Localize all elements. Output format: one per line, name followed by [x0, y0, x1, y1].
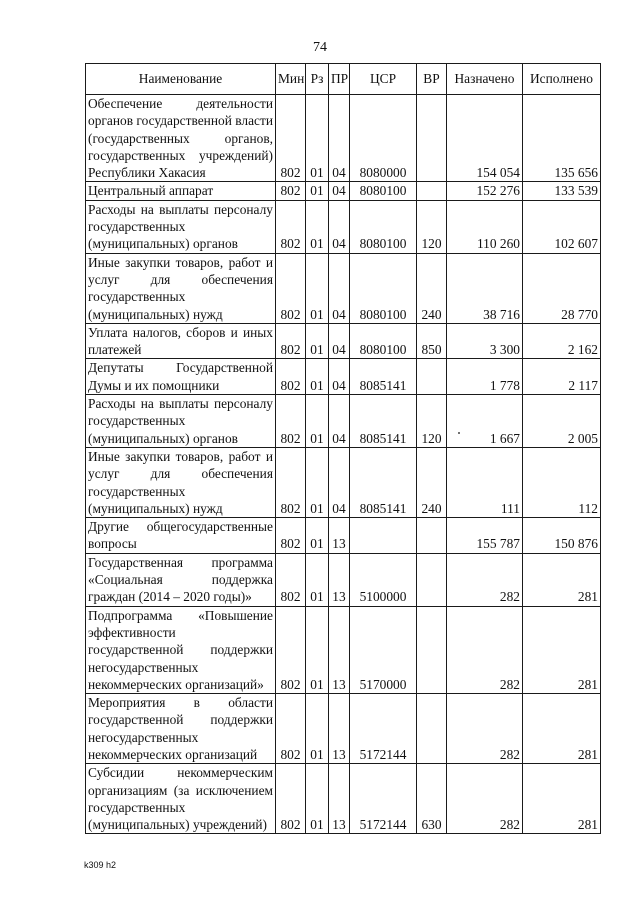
cell-vr — [417, 694, 447, 764]
page-number: 74 — [313, 40, 327, 55]
cell-min: 802 — [276, 359, 306, 395]
cell-rz: 01 — [306, 694, 329, 764]
cell-vr — [417, 359, 447, 395]
cell-executed: 281 — [523, 694, 601, 764]
cell-vr: 630 — [417, 764, 447, 834]
cell-name: Иные закупки товаров, работ и услуг для обеспечения государственных (муниципальных) нужд — [86, 447, 276, 517]
table-row — [86, 323, 601, 359]
table-row — [86, 200, 601, 253]
cell-min: 802 — [276, 694, 306, 764]
cell-name: Депутаты Государственной Думы и их помощники — [86, 359, 276, 395]
cell-min: 802 — [276, 95, 306, 182]
header-rz: Рз — [306, 64, 329, 95]
cell-vr: 120 — [417, 395, 447, 448]
cell-csr: 8080000 — [350, 95, 417, 182]
header-executed: Исполнено — [523, 64, 601, 95]
cell-csr: 8085141 — [350, 447, 417, 517]
cell-vr: 120 — [417, 200, 447, 253]
cell-assigned: 1 667 — [447, 395, 523, 448]
cell-executed: 2 005 — [523, 395, 601, 448]
cell-assigned: 110 260 — [447, 200, 523, 253]
cell-pr: 04 — [329, 95, 350, 182]
header-min: Мин — [276, 64, 306, 95]
table-row — [86, 764, 601, 834]
cell-min: 802 — [276, 553, 306, 606]
cell-executed: 2 117 — [523, 359, 601, 395]
table-row — [86, 253, 601, 323]
cell-vr — [417, 518, 447, 554]
cell-min: 802 — [276, 764, 306, 834]
cell-assigned: 282 — [447, 553, 523, 606]
cell-name: Мероприятия в области государственной поддержки негосударственных некоммерческих организаций — [86, 694, 276, 764]
cell-rz: 01 — [306, 447, 329, 517]
cell-vr: 240 — [417, 447, 447, 517]
cell-executed: 135 656 — [523, 95, 601, 182]
cell-csr: 5172144 — [350, 764, 417, 834]
cell-csr: 5100000 — [350, 553, 417, 606]
cell-min: 802 — [276, 323, 306, 359]
cell-csr: 5172144 — [350, 694, 417, 764]
cell-rz: 01 — [306, 553, 329, 606]
cell-csr: 8080100 — [350, 323, 417, 359]
cell-rz: 01 — [306, 518, 329, 554]
cell-pr: 04 — [329, 200, 350, 253]
cell-name: Субсидии некоммерческим организациям (за исключением государственных (муниципальных) учреждений) — [86, 764, 276, 834]
cell-name: Подпрограмма «Повышение эффективности государственной поддержки негосударственных некоммерческих организаций» — [86, 606, 276, 693]
cell-pr: 04 — [329, 323, 350, 359]
table-row — [86, 606, 601, 693]
cell-executed: 281 — [523, 764, 601, 834]
cell-vr — [417, 606, 447, 693]
cell-assigned: 38 716 — [447, 253, 523, 323]
cell-vr: 850 — [417, 323, 447, 359]
cell-rz: 01 — [306, 253, 329, 323]
cell-assigned: 152 276 — [447, 182, 523, 200]
cell-executed: 150 876 — [523, 518, 601, 554]
cell-pr: 04 — [329, 253, 350, 323]
cell-executed: 281 — [523, 553, 601, 606]
cell-pr: 04 — [329, 182, 350, 200]
footer-code: k309 h2 — [84, 860, 117, 870]
cell-assigned: 3 300 — [447, 323, 523, 359]
cell-csr: 8085141 — [350, 395, 417, 448]
cell-executed: 102 607 — [523, 200, 601, 253]
cell-assigned: 111 — [447, 447, 523, 517]
cell-name: Иные закупки товаров, работ и услуг для обеспечения государственных (муниципальных) нужд — [86, 253, 276, 323]
cell-pr: 13 — [329, 606, 350, 693]
cell-vr: 240 — [417, 253, 447, 323]
cell-name: Другие общегосударственные вопросы — [86, 518, 276, 554]
cell-assigned: 282 — [447, 606, 523, 693]
cell-rz: 01 — [306, 359, 329, 395]
cell-rz: 01 — [306, 182, 329, 200]
cell-pr: 13 — [329, 764, 350, 834]
table-row — [86, 694, 601, 764]
cell-csr: 8080100 — [350, 200, 417, 253]
header-name: Наименование — [86, 64, 276, 95]
cell-min: 802 — [276, 253, 306, 323]
cell-rz: 01 — [306, 764, 329, 834]
cell-min: 802 — [276, 200, 306, 253]
cell-rz: 01 — [306, 95, 329, 182]
cell-vr — [417, 95, 447, 182]
cell-name: Уплата налогов, сборов и иных платежей — [86, 323, 276, 359]
cell-rz: 01 — [306, 200, 329, 253]
cell-executed: 28 770 — [523, 253, 601, 323]
scan-speck — [458, 432, 460, 434]
cell-csr — [350, 518, 417, 554]
cell-pr: 13 — [329, 694, 350, 764]
table-row — [86, 518, 601, 554]
cell-name: Центральный аппарат — [86, 182, 276, 200]
table-row — [86, 395, 601, 448]
cell-assigned: 155 787 — [447, 518, 523, 554]
cell-pr: 04 — [329, 395, 350, 448]
cell-min: 802 — [276, 518, 306, 554]
cell-vr — [417, 553, 447, 606]
table-body — [86, 95, 601, 834]
header-csr: ЦСР — [350, 64, 417, 95]
cell-min: 802 — [276, 606, 306, 693]
header-pr: ПР — [329, 64, 350, 95]
cell-min: 802 — [276, 447, 306, 517]
cell-pr: 04 — [329, 447, 350, 517]
table-row — [86, 359, 601, 395]
cell-executed: 2 162 — [523, 323, 601, 359]
table-row — [86, 182, 601, 200]
cell-name: Расходы на выплаты персоналу государственных (муниципальных) органов — [86, 200, 276, 253]
cell-min: 802 — [276, 395, 306, 448]
cell-rz: 01 — [306, 606, 329, 693]
table-row — [86, 95, 601, 182]
cell-csr: 8085141 — [350, 359, 417, 395]
cell-executed: 112 — [523, 447, 601, 517]
cell-name: Обеспечение деятельности органов государственной власти (государственных органов, государственных учреждений) Республики Хакасия — [86, 95, 276, 182]
cell-csr: 8080100 — [350, 253, 417, 323]
table-row — [86, 553, 601, 606]
cell-pr: 13 — [329, 518, 350, 554]
cell-csr: 8080100 — [350, 182, 417, 200]
cell-assigned: 282 — [447, 694, 523, 764]
cell-csr: 5170000 — [350, 606, 417, 693]
cell-name: Расходы на выплаты персоналу государственных (муниципальных) органов — [86, 395, 276, 448]
cell-executed: 281 — [523, 606, 601, 693]
cell-executed: 133 539 — [523, 182, 601, 200]
header-vr: ВР — [417, 64, 447, 95]
cell-min: 802 — [276, 182, 306, 200]
cell-assigned: 1 778 — [447, 359, 523, 395]
table-row — [86, 447, 601, 517]
budget-table — [85, 63, 601, 834]
cell-pr: 04 — [329, 359, 350, 395]
cell-rz: 01 — [306, 323, 329, 359]
cell-assigned: 282 — [447, 764, 523, 834]
cell-rz: 01 — [306, 395, 329, 448]
cell-assigned: 154 054 — [447, 95, 523, 182]
table-header-row — [86, 64, 601, 95]
cell-pr: 13 — [329, 553, 350, 606]
cell-vr — [417, 182, 447, 200]
cell-name: Государственная программа «Социальная поддержка граждан (2014 – 2020 годы)» — [86, 553, 276, 606]
header-assigned: Назначено — [447, 64, 523, 95]
